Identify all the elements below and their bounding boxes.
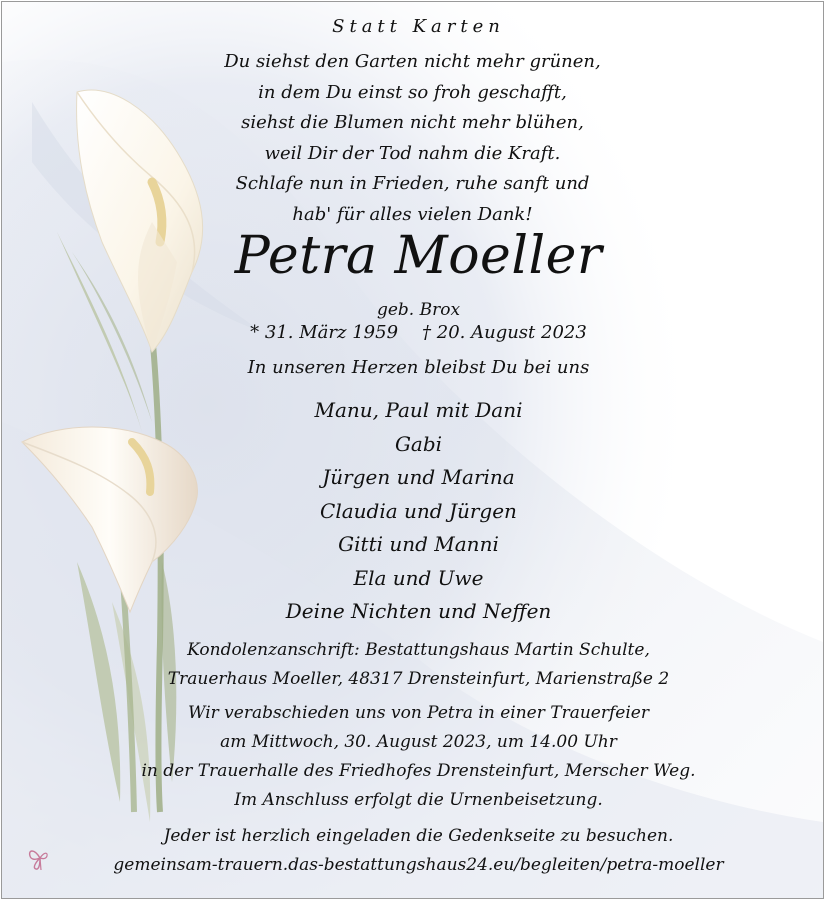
invite-text: Jeder ist herzlich eingeladen die Gedenkseite zu besuchen.: [163, 826, 674, 846]
mourner-entry: Claudia und Jürgen: [320, 498, 517, 523]
service-line: Wir verabschieden uns von Petra in einer Trauerfeier: [188, 703, 649, 723]
address-line: Trauerhaus Moeller, 48317 Drensteinfurt, Marienstraße 2: [167, 669, 670, 689]
poem-line: Du siehst den Garten nicht mehr grünen,: [224, 51, 601, 72]
poem: [2, 47, 823, 230]
obituary-page: [1, 1, 824, 899]
memorial-page-link[interactable]: gemeinsam-trauern.das-bestattungshaus24.eu/begleiten/petra-moeller: [113, 855, 724, 875]
butterfly-logo-icon: [26, 842, 54, 874]
poem-line: weil Dir der Tod nahm die Kraft.: [264, 142, 561, 164]
life-dates: [8, 322, 824, 343]
service-line: in der Trauerhalle des Friedhofes Drensteinfurt, Merscher Weg.: [141, 761, 696, 781]
poem-line: siehst die Blumen nicht mehr blühen,: [241, 112, 584, 133]
motto: In unseren Herzen bleibst Du bei uns: [247, 357, 590, 378]
birth-name: geb. Brox: [376, 300, 461, 320]
mourner-entry: Deine Nichten und Neffen: [285, 599, 552, 623]
mourner-entry: Manu, Paul mit Dani: [314, 398, 523, 422]
mourners-list: [8, 394, 824, 629]
mourner-entry: Gabi: [394, 431, 443, 456]
mourner-entry: Gitti und Manni: [338, 532, 499, 556]
poem-line: Schlafe nun in Frieden, ruhe sanft und: [235, 173, 590, 194]
birth-date: * 31. März 1959: [250, 322, 399, 343]
service-line: Im Anschluss erfolgt die Urnenbeisetzung.: [234, 790, 603, 810]
heading-statt-karten: Statt Karten: [332, 16, 505, 37]
mourner-entry: Jürgen und Marina: [322, 465, 515, 489]
poem-line: in dem Du einst so froh geschafft,: [258, 81, 567, 103]
poem-line: hab' für alles vielen Dank!: [292, 203, 533, 225]
deceased-name: Petra Moeller: [234, 226, 603, 286]
death-date: † 20. August 2023: [422, 322, 587, 343]
address-line: Kondolenzanschrift: Bestattungshaus Martin Schulte,: [187, 640, 650, 660]
condolence-address: [8, 636, 824, 694]
funeral-service-info: [8, 699, 824, 815]
mourner-entry: Ela und Uwe: [353, 565, 484, 590]
memorial-invitation: [8, 822, 824, 880]
service-line: am Mittwoch, 30. August 2023, um 14.00 Uhr: [220, 732, 617, 752]
obituary-content: [2, 2, 823, 898]
